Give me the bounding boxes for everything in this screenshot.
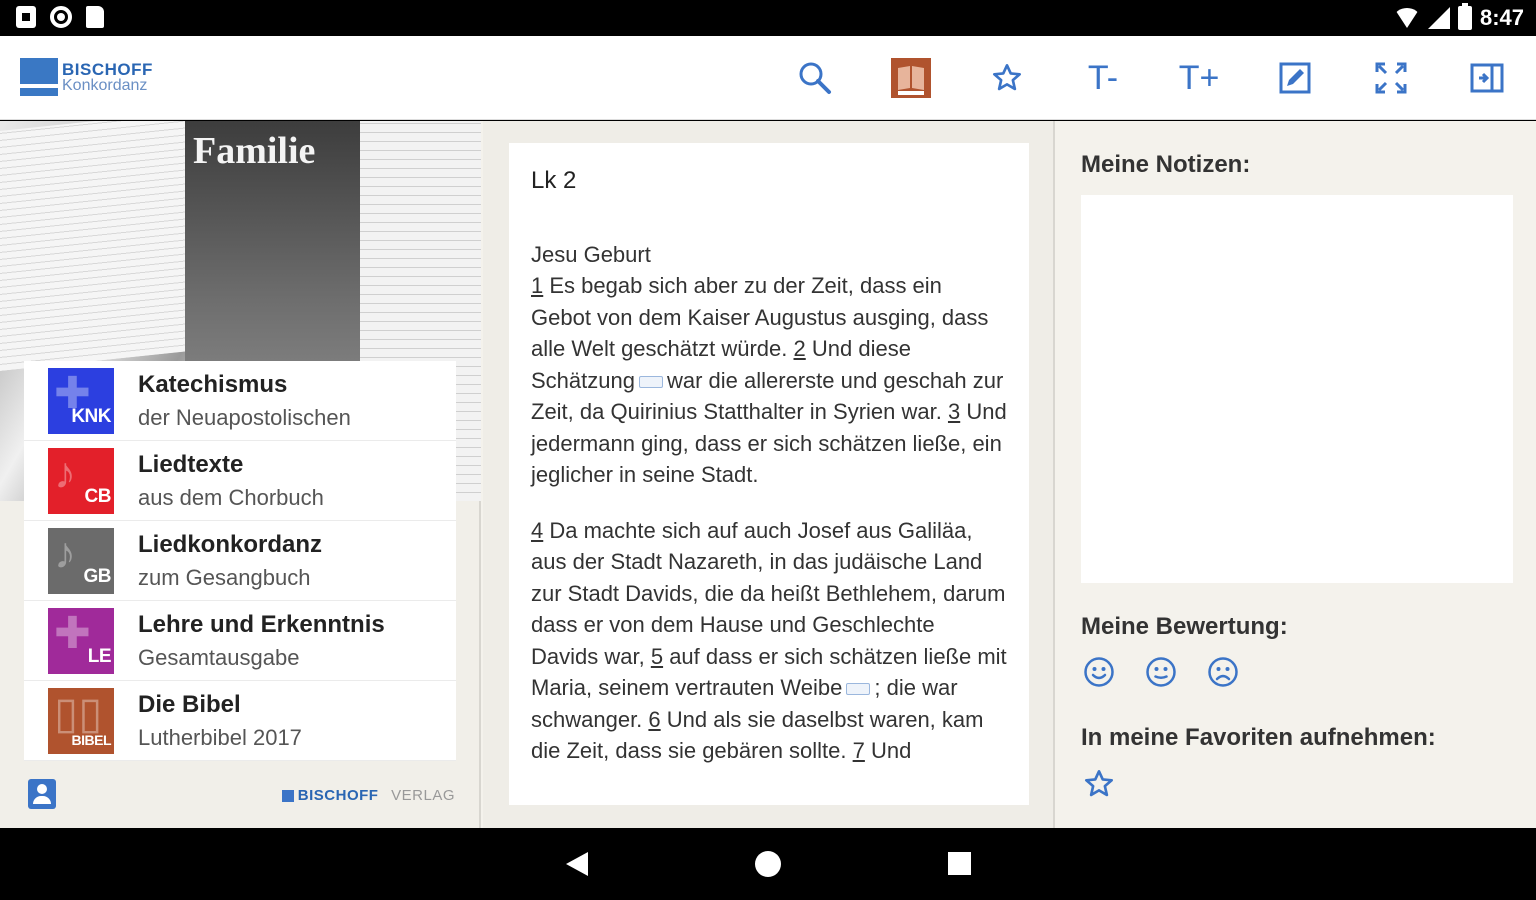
library-item-subtitle: Lutherbibel 2017	[138, 724, 302, 750]
library-list	[24, 361, 456, 761]
library-item-subtitle: aus dem Chorbuch	[138, 484, 324, 510]
music-note-icon: ♪ GB	[48, 528, 114, 594]
add-favorite-star-icon[interactable]	[1083, 768, 1115, 800]
verse-paragraph	[531, 270, 1007, 491]
section-heading: Jesu Geburt	[531, 242, 651, 267]
verse-number[interactable]: 1	[531, 273, 544, 298]
system-nav-bar	[0, 828, 1536, 900]
notes-panel	[1057, 121, 1536, 828]
library-item-liedkonkordanz[interactable]	[24, 521, 456, 601]
footnote-marker-icon[interactable]	[846, 683, 870, 695]
library-panel	[0, 121, 481, 828]
edit-note-icon	[1279, 62, 1311, 94]
verse-text: Und jedermann ging, dass er sich schätzen ließe, ein jeglicher in seine Stadt.	[531, 399, 1007, 487]
verse-text: auf dass er sich schätzen ließe mit Maria, seinem vertrauten Weibe	[531, 643, 1007, 700]
recent-apps-icon[interactable]	[948, 852, 971, 875]
library-item-katechismus[interactable]	[24, 361, 456, 441]
verse-text: Da machte sich auf auch Josef aus Galiläa, aus der Stadt Nazareth, in das judäische Land zur Stadt Davids, die da heißt Bethlehem, darum dass er von dem Hause und Geschlechte Davids war,	[531, 517, 1006, 669]
favorites-button[interactable]	[979, 50, 1035, 106]
sad-face-icon[interactable]	[1207, 656, 1239, 688]
user-profile-icon[interactable]	[28, 779, 56, 809]
back-icon[interactable]	[566, 852, 588, 876]
notification-icon	[16, 6, 36, 28]
library-footer	[0, 761, 481, 828]
verse-text: Es begab sich aber zu der Zeit, dass ein Gebot von dem Kaiser Augustus ausging, dass alle Welt geschätzt würde.	[531, 273, 989, 361]
fullscreen-button[interactable]	[1363, 50, 1419, 106]
verse-text: ; die war schwanger.	[531, 675, 958, 732]
sd-card-icon	[86, 6, 104, 28]
main-area	[0, 121, 1536, 828]
chapter-reference: Lk 2	[531, 167, 577, 194]
bible-button[interactable]	[883, 50, 939, 106]
font-increase-icon: T+	[1178, 58, 1220, 97]
footnote-marker-icon[interactable]	[639, 376, 663, 388]
verse-text: war die allererste und geschah zur Zeit, da Quirinius Statthalter in Syrien war.	[531, 367, 1004, 424]
edit-note-button[interactable]	[1267, 50, 1323, 106]
book-icon: ▯▯ BIBEL	[48, 688, 114, 754]
library-item-subtitle: Gesamtausgabe	[138, 644, 300, 670]
rating-options	[1083, 656, 1239, 688]
verse-text: Und	[864, 738, 912, 763]
star-icon	[991, 62, 1023, 94]
library-item-subtitle: der Neuapostolischen	[138, 404, 351, 430]
verse-number[interactable]: 6	[648, 706, 661, 732]
library-item-lehre-und-erkenntnis[interactable]	[24, 601, 456, 681]
library-item-subtitle: zum Gesangbuch	[138, 564, 311, 590]
app-bar	[0, 36, 1536, 120]
happy-face-icon[interactable]	[1083, 656, 1115, 688]
logo-line2: Konkordanz	[62, 76, 148, 94]
library-item-title: Liedkonkordanz	[138, 530, 323, 558]
reader-content[interactable]	[509, 143, 1029, 805]
neutral-face-icon[interactable]	[1145, 656, 1177, 688]
search-button[interactable]	[787, 50, 843, 106]
library-item-title: Lehre und Erkenntnis	[138, 610, 385, 638]
verse-text: Und als sie daselbst waren, kam die Zeit, dass sie gebären sollte.	[531, 706, 984, 763]
font-decrease-icon: T-	[1087, 58, 1119, 97]
verse-number[interactable]: 3	[947, 399, 961, 424]
status-bar	[0, 0, 1536, 36]
library-item-die-bibel[interactable]	[24, 681, 456, 761]
verse-paragraphs	[531, 270, 1007, 767]
clock: 8:47	[1479, 5, 1524, 30]
favorites-label: In meine Favoriten aufnehmen:	[1081, 724, 1436, 751]
side-panel-button[interactable]	[1459, 50, 1515, 106]
magazine-title: Familie	[193, 130, 316, 172]
cross-icon: ✚ KNK	[48, 368, 114, 434]
font-decrease-button[interactable]	[1075, 50, 1131, 106]
side-panel-icon	[1470, 63, 1504, 93]
verse-paragraph	[531, 515, 1007, 767]
library-item-title: Die Bibel	[138, 690, 241, 718]
music-note-icon: ♪ CB	[48, 448, 114, 514]
rating-label: Meine Bewertung:	[1081, 613, 1288, 640]
library-item-title: Katechismus	[138, 370, 288, 398]
battery-icon	[1458, 6, 1472, 30]
cross-icon: ✚ LE	[48, 608, 114, 674]
logo-mark-icon	[20, 58, 58, 96]
reader-panel	[483, 121, 1055, 828]
verse-number[interactable]: 4	[531, 517, 544, 543]
notes-label: Meine Notizen:	[1081, 151, 1251, 178]
library-item-liedtexte[interactable]	[24, 441, 456, 521]
wifi-icon	[1394, 8, 1420, 28]
app-logo[interactable]	[20, 58, 153, 96]
signal-icon	[1428, 7, 1450, 29]
verse-text: Und diese Schätzung	[531, 336, 911, 393]
verse-number[interactable]: 5	[650, 643, 664, 669]
home-icon[interactable]	[755, 851, 781, 877]
notes-textarea[interactable]	[1081, 195, 1513, 583]
search-icon	[798, 61, 832, 95]
publisher-logo: BISCHOFF VERLAG	[282, 787, 455, 804]
library-item-title: Liedtexte	[138, 450, 244, 478]
verse-number[interactable]: 7	[852, 738, 865, 763]
sync-icon	[50, 6, 72, 28]
bible-book-icon	[891, 58, 931, 98]
verse-number[interactable]: 2	[793, 336, 806, 361]
logo-line1: BISCHOFF	[62, 59, 153, 79]
font-increase-button[interactable]	[1171, 50, 1227, 106]
fullscreen-icon	[1373, 60, 1409, 96]
